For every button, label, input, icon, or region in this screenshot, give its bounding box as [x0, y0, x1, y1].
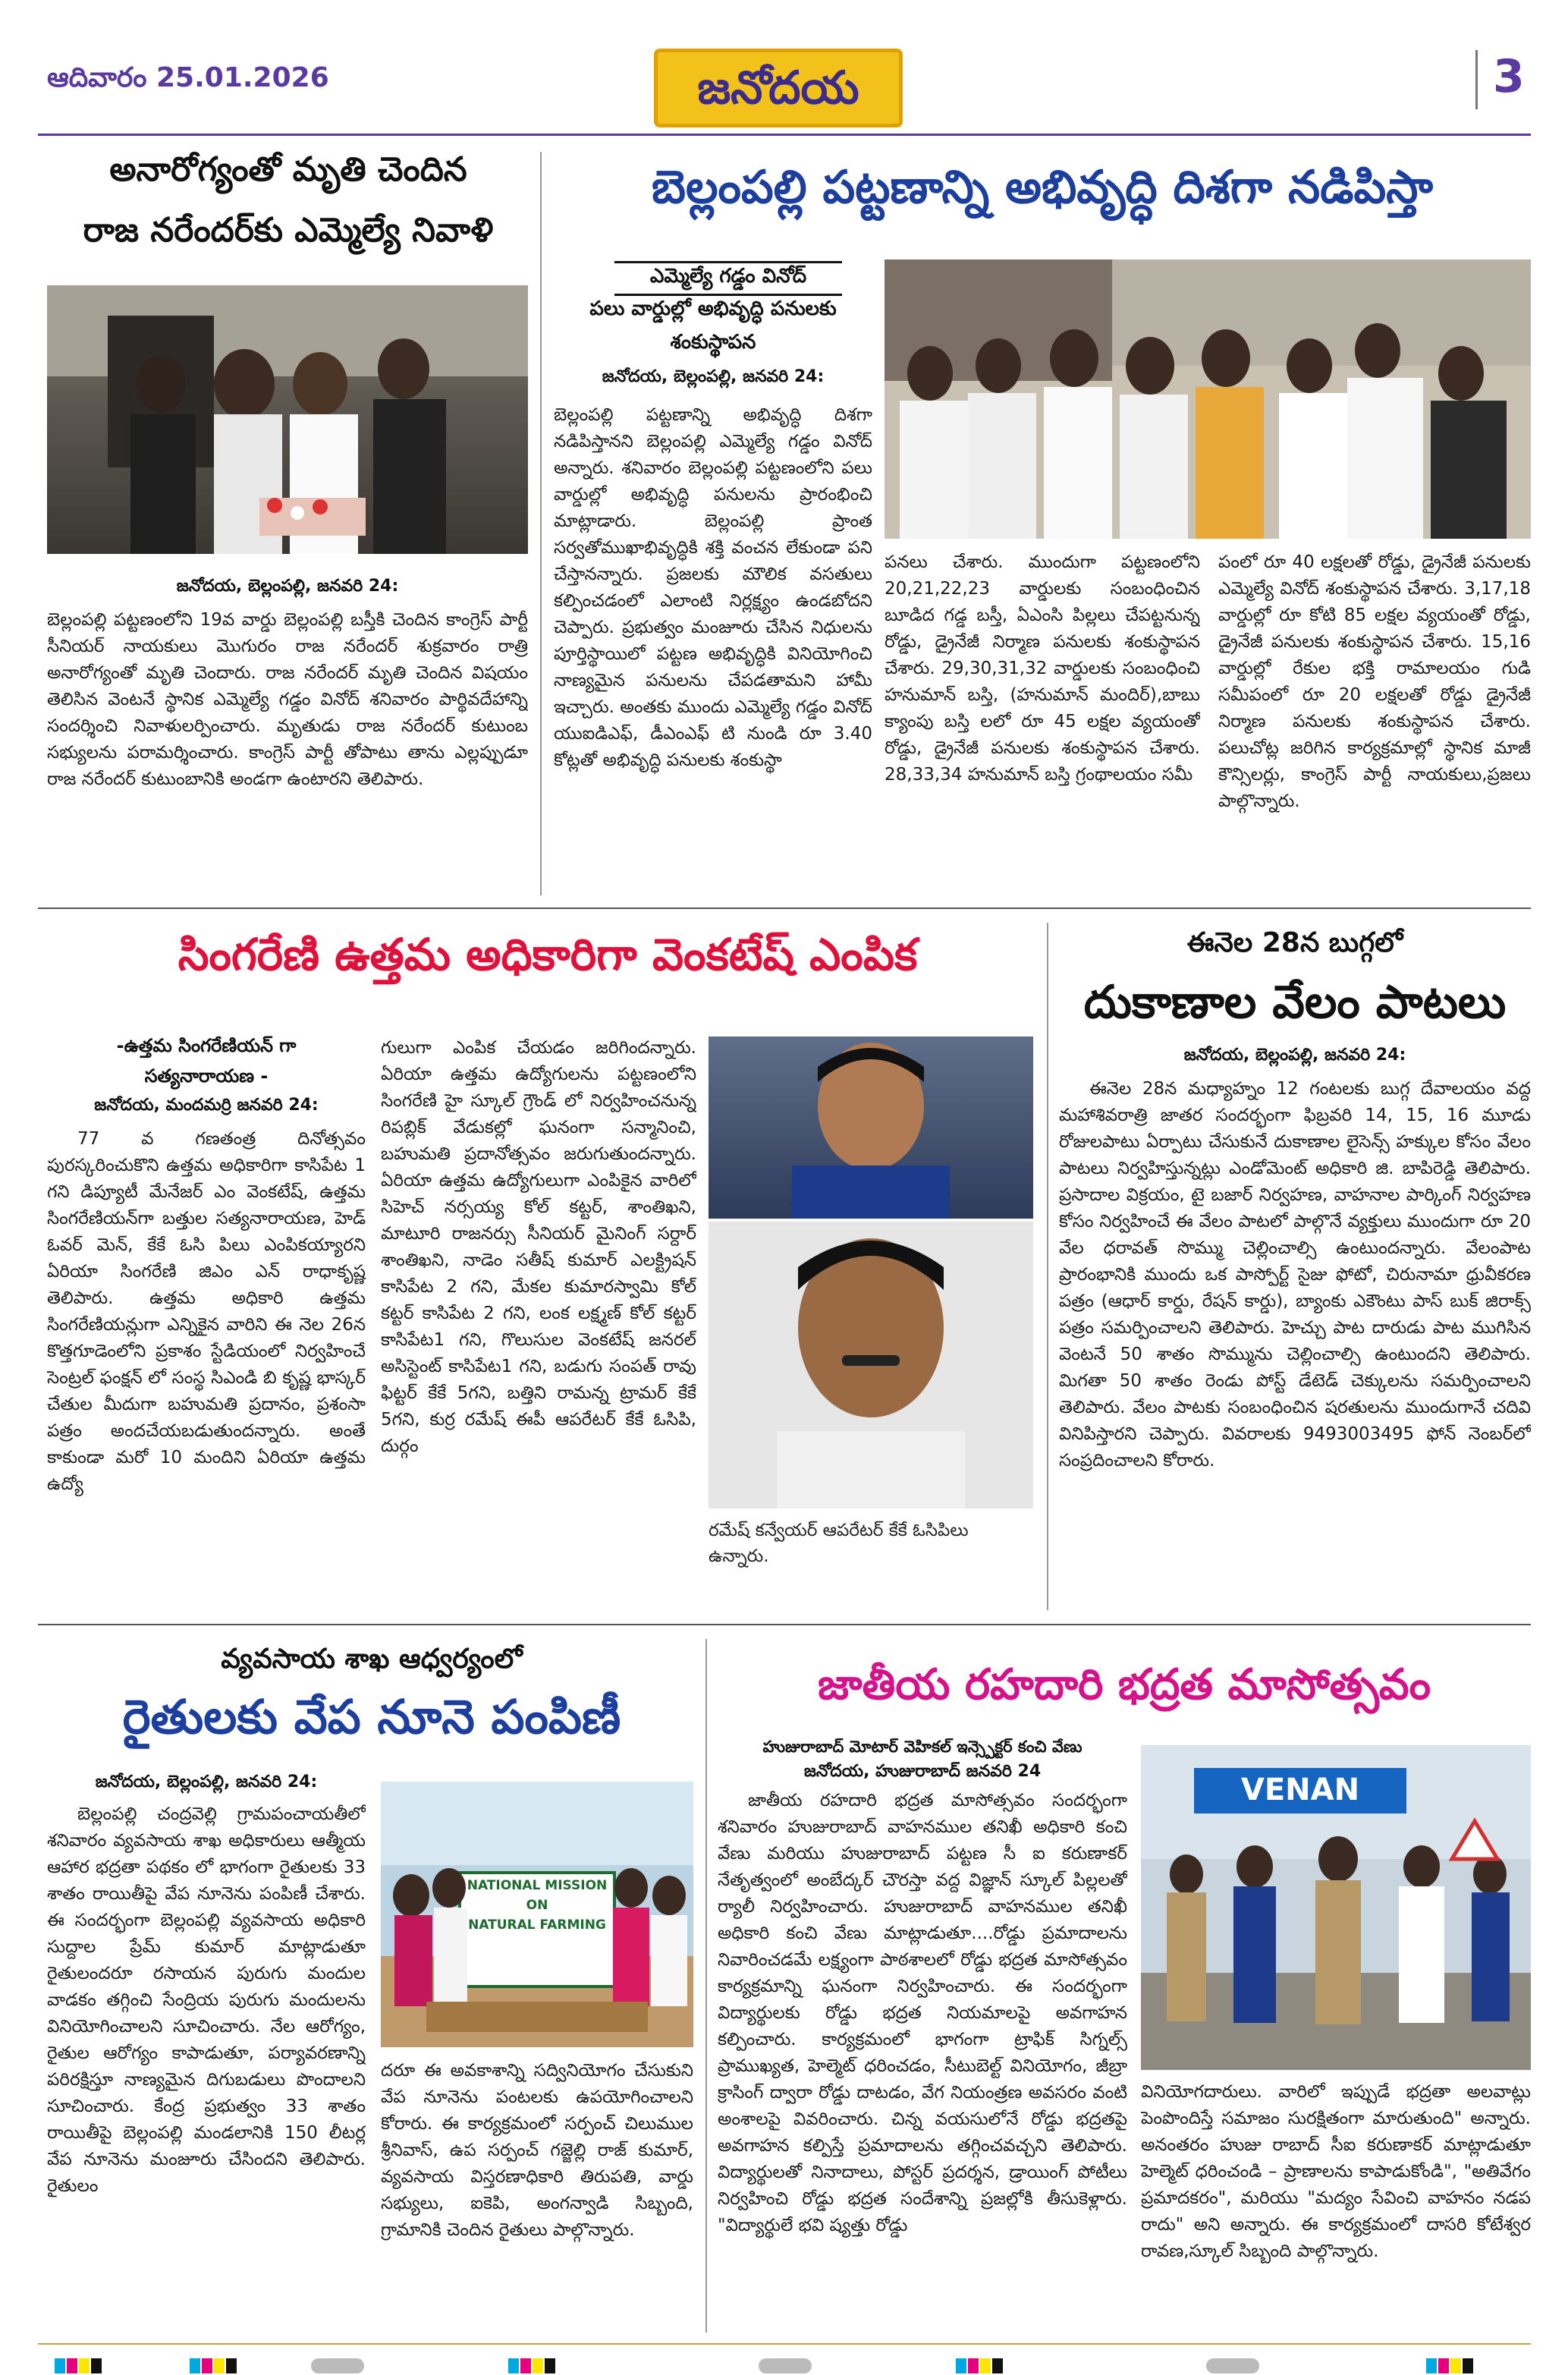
reg-y2	[214, 2358, 225, 2373]
reg-k2	[226, 2358, 237, 2373]
story5-banner-l1: NATIONAL MISSION	[467, 1878, 608, 1893]
story3-col1: 77 వ గణతంత్ర దినోత్సవం పురస్కరించుకొని ఉత్తమ అధికారిగా కాసిపేట 1 గని డిప్యూటీ మేనేజర్ ఎం వెంకటేష్, ఉత్తమ సింగరేణియన్‌గా బత్తుల సత్యనారాయణ, హెడ్ ఓవర్ మెన్, కేకే ఓసి పిలు ఎంపికయ్యారని ఏరియా సింగరేణి జిఎం ఎన్ రాధాకృష్ణ తెలిపారు. ఉత్తమ అధికారి ఉత్తమ సింగరేణియన్లుగా ఎన్నికైన వారిని ఈ నెల 26న కొత్తగూడెంలోని ప్రకాశం స్టేడియంలో నిర్వహించే సెంట్రల్ ఫంక్షన్ లో సంస్థ సిఎండి బి కృష్ణ భాస్కర్ చేతుల మీదుగా బహుమతి ప్రదానం, ప్రశంసా పత్రం అందచేయబడుతుందన్నారు. అంతే కాకుండా మరో 10 మందిని ఏరియా ఉత్తమ ఉద్యో	[47, 1129, 366, 1494]
story3-dateline: జనోదయ, మందమర్రి జనవరి 24:	[94, 1096, 319, 1115]
story1-photo-scene	[47, 285, 528, 554]
footer-rule	[38, 2343, 1531, 2345]
story1-dateline: జనోదయ, బెల్లంపల్లి, జనవరి 24:	[176, 577, 399, 596]
story2-kicker2: పలు వార్డుల్లో అభివృద్ధి పనులకు	[589, 297, 837, 320]
reg-k4	[992, 2358, 1003, 2373]
col-divider-2	[1047, 923, 1048, 1610]
story5-banner-l2: ON	[526, 1898, 548, 1913]
reg-gray3	[1206, 2358, 1259, 2373]
reg-gray1	[311, 2358, 364, 2373]
header-date: ఆదివారం 25.01.2026	[47, 62, 329, 93]
reg-c5	[1426, 2358, 1437, 2373]
story6-col1: జాతీయ రహదారి భద్రత మాసోత్సవం సందర్భంగా శనివారం హుజురాబాద్ వాహనముల తనిఖీ అధికారి కంచి వేణు మరియు హుజురాబాద్ పట్టణ సీ ఐ కరుణాకర్ నేతృత్వంలో అంబేద్కర్ చౌరస్తా వద్ద విజ్ఞాన్ స్కూల్ పిల్లలతో ర్యాలీ నిర్వహించారు. హుజురాబాద్ వాహనముల తనిఖీ అధికారి కంచి వేణు మాట్లాడుతూ....రోడ్డు ప్రమాదాలను నివారించడమే లక్ష్యంగా పాఠశాలలో రోడ్డు భద్రత మాసోత్సవం కార్యక్రమాన్ని ఘనంగా నిర్వహించారు. ఈ సందర్భంగా విద్యార్థులకు రోడ్డు భద్రత నియమాలపై అవగాహన కల్పించారు. కార్యక్రమంలో భాగంగా ట్రాఫిక్ సిగ్నల్స్ ప్రాముఖ్యత, హెల్మెట్ ధరించడం, సీటుబెల్ట్ వినియోగం, జీబ్రా క్రాసింగ్ ద్వారా రోడ్డు దాటడం, వేగ నియంత్రణ అవసరం వంటి అంశాలపై వివరించారు. చిన్న వయసులోనే రోడ్డు భద్రతపై అవగాహన కల్పిస్తే ప్రమాదాలను తగ్గించవచ్చని తెలిపారు. విద్యార్థులతో నినాదాలు, పోస్టర్ ప్రదర్శన, డ్రాయింగ్ పోటీలు నిర్వహించి రోడ్డు భద్రత సందేశాన్ని ప్రజల్లోకి తీసుకెళ్లారు. "విద్యార్థులే భవి ష్యత్తు రోడ్డు	[718, 1791, 1127, 2235]
story5-kicker: వ్యవసాయ శాఖ ఆధ్వర్యంలో	[221, 1644, 523, 1675]
rule-1	[38, 908, 1531, 909]
story3-photo-bottom	[709, 1222, 1033, 1508]
story3-portrait-1	[709, 1037, 1033, 1219]
reg-k1	[91, 2358, 102, 2373]
story2-kicker3: శంకుస్థాపన	[670, 331, 756, 354]
reg-y5	[1450, 2358, 1461, 2373]
reg-c2	[190, 2358, 200, 2373]
reg-m5	[1438, 2358, 1449, 2373]
story4-headline: దుకాణాల వేలం పాటలు	[1083, 976, 1507, 1029]
story6-headline: జాతీయ రహదారి భద్రత మాసోత్సవం	[817, 1660, 1431, 1710]
reg-m4	[968, 2358, 979, 2373]
story2-kicker1: ఎమ్మెల్యే గడ్డం వినోద్	[614, 261, 842, 296]
page-number: 3	[1493, 50, 1525, 103]
masthead-title: జనోదయ	[697, 61, 859, 115]
registration-marks	[0, 2358, 1568, 2375]
reg-k3	[545, 2358, 555, 2373]
story5-banner	[460, 1876, 614, 1935]
header-rule	[38, 134, 1531, 136]
story6-byline1: హుజురాబాద్ మోటార్ వెహికల్ ఇన్స్పెక్టర్ కంచి వేణు	[762, 1738, 1083, 1756]
col-divider-3	[705, 1639, 707, 2333]
story3-caption: రమేష్ కన్వేయర్ ఆపరేటర్ కేకే ఓసిపిలు ఉన్నారు.	[709, 1521, 969, 1566]
story3-col2: గులుగా ఎంపిక చేయడం జరిగిందన్నారు. ఏరియా ఉత్తమ ఉద్యోగులను పట్టణంలోని సింగరేణి హై స్కూల్ గ్రౌండ్ లో నిర్వహించనున్న రిపబ్లిక్ వేడుకల్లో ఘనంగా సన్మానించి, బహుమతి ప్రదానోత్సవం జరుగుతుందన్నారు. ఏరియా ఉత్తమ ఉద్యోగులుగా ఎంపికైన వారిలో సిహెచ్ నర్సయ్య కోల్ కట్టర్, శాంతిఖని, మాటూరి రాజనర్సు సీనియర్ మైనింగ్ సర్దార్ శాంతిఖని, నాడెం సతీష్ కుమార్ ఎలక్ట్రిషన్ కాసిపేట 2 గని, మేకల కుమారస్వామి కోల్ కట్టర్ కాసిపేట 2 గని, లంక లక్ష్మణ్ కోల్ కట్టర్ కాసిపేట1 గని, గొలుసుల వెంకటేష్ జనరల్ అసిస్టెంట్ కాసిపేట1 గని, బడుగు సంపత్ రావు ఫిట్టర్ కేకే 5గని, బత్తిని రామన్న ట్రామర్ కేకే 5గని, కుర్ర రమేష్ ఈపీ ఆపరేటర్ కేకే ఓసిపి, దుర్గం	[381, 1038, 696, 1456]
story6-photo	[1141, 1745, 1531, 2070]
story3-headline: సింగరేణి ఉత్తమ అధికారిగా వెంకటేష్ ఎంపిక	[178, 929, 918, 980]
reg-y1	[79, 2358, 90, 2373]
story5-banner-l3: NATURAL FARMING	[468, 1917, 606, 1933]
story5-col2: దరూ ఈ అవకాశాన్ని సద్వినియోగం చేసుకుని వేప నూనెను పంటలకు ఉపయోగించాలని కోరారు. ఈ కార్యక్రమంలో సర్పంచ్ చిలుముల శ్రీనివాస్, ఉప సర్పంచ్ గజ్జెల్లి రాజ్ కుమార్, వ్యవసాయ విస్తరణాధికారి తిరుపతి, వార్డు సభ్యులు, ఐకెపి, అంగన్వాడి సిబ్బంది, గ్రామానికి చెందిన రైతులు పాల్గొన్నారు.	[381, 2061, 693, 2240]
story2-dateline: జనోదయ, బెల్లంపల్లి, జనవరి 24:	[602, 367, 825, 386]
reg-gray2	[759, 2358, 812, 2373]
header-divider	[1475, 50, 1478, 109]
story3-portrait-2	[709, 1222, 1033, 1508]
story2-col3: పంలో రూ 40 లక్షలతో రోడ్డు, డ్రైనేజీ పనులకు ఎమ్మెల్యే వినోద్ శంకుస్థాపన చేశారు. 3,17,18 వార్డుల్లో రూ కోటి 85 లక్షల వ్యయంతో రోడ్డు, డ్రైనేజీ పనులకు శంకుస్థాపన చేశారు. 15,16 వార్డుల్లో రేకుల భక్తి రామాలయం గుడి సమీపంలో రూ 20 లక్షలతో రోడ్డు డ్రైనేజీ నిర్మాణ పనులకు శంకుస్థాపన చేశారు. పలుచోట్ల జరిగిన కార్యక్రమాల్లో స్థానిక మాజీ కౌన్సిలర్లు, కాంగ్రెస్ పార్టీ నాయకులు,ప్రజలు పాల్గొన్నారు.	[1218, 552, 1531, 811]
story2-headline: బెల్లంపల్లి పట్టణాన్ని అభివృద్ధి దిశగా నడిపిస్తా	[652, 161, 1433, 214]
reg-m3	[520, 2358, 531, 2373]
story1-body: బెల్లంపల్లి పట్టణంలోని 19వ వార్డు బెల్లంపల్లి బస్తీకి చెందిన కాంగ్రెస్ పార్టీ సీనియర్ నాయకులు మొగురం రాజ నరేందర్ శుక్రవారం రాత్రి అనారోగ్యంతో మృతి చెందారు. రాజ నరేందర్ మృతి చెందిన విషయం తెలిసిన వెంటనే స్థానిక ఎమ్మెల్యే గడ్డం వినోద్ శనివారం పార్థివదేహాన్ని సందర్శించి నివాళులర్పించారు. మృతుడు రాజ నరేందర్ కుటుంబ సభ్యులను పరామర్శించారు. కాంగ్రెస్ పార్టీ తోపాటు తాను ఎల్లప్పుడూ రాజ నరేందర్ కుటుంబానికి అండగా ఉంటారని తెలిపారు.	[47, 610, 528, 789]
story6-banner-text: VENAN	[1240, 1773, 1360, 1807]
reg-m2	[202, 2358, 212, 2373]
story6-col2: వినియోగదారులు. వారిలో ఇప్పుడే భద్రతా అలవాట్లు పెంపొందిస్తే సమాజం సురక్షితంగా మారుతుంది" అన్నారు. అనంతరం హుజు రాబాద్ సీఐ కరుణాకర్ మాట్లాడుతూ హెల్మెట్ ధరించండి – ప్రాణాలను కాపాడుకోండి", "అతివేగం ప్రమాదకరం", మరియు "మద్యం సేవించి వాహనం నడప రాదు" అని అన్నారు. ఈ కార్యక్రమంలో దాసరి కోటేశ్వర రావణ,స్కూల్ సిబ్బంది పాల్గొన్నారు.	[1141, 2082, 1531, 2261]
reg-m1	[67, 2358, 77, 2373]
story5-dateline: జనోదయ, బెల్లంపల్లి, జనవరి 24:	[95, 1773, 318, 1791]
story6-byline2: జనోదయ, హుజురాబాద్ జనవరి 24	[803, 1762, 1042, 1781]
story2-col1: బెల్లంపల్లి పట్టణాన్ని అభివృద్ధి దిశగా నడిపిస్తానని బెల్లంపల్లి ఎమ్మెల్యే గడ్డం వినోద్ అన్నారు. శనివారం బెల్లంపల్లి పట్టణంలోని పలు వార్డుల్లో అభివృద్ధి పనులను ప్రారంభించి మాట్లాడారు. బెల్లంపల్లి ప్రాంత సర్వతోముఖాభివృద్ధికి శక్తి వంచన లేకుండా పని చేస్తానన్నారు. ప్రజలకు మౌలిక వసతులు కల్పించడంలో ఎలాంటి నిర్లక్ష్యం ఉండబోదని చెప్పారు. ప్రభుత్వం మంజూరు చేసిన నిధులను పూర్తిస్థాయిలో పట్టణ అభివృద్ధికి వినియోగించి నాణ్యమైన పనులను చేపడతామని హామీ ఇచ్చారు. అంతకు ముందు ఎమ్మెల్యే గడ్డం వినోద్ యుఐడిఎఫ్, డీఎంఎఫ్ టి నుండి రూ 3.40 కోట్లతో అభివృద్ధి పనులకు శంకుస్థా	[554, 405, 872, 770]
story4-kicker: ఈనెల 28న బుగ్గలో	[1186, 927, 1403, 958]
reg-y4	[980, 2358, 991, 2373]
story2-photo-scene	[885, 260, 1531, 539]
story3-kicker1: -ఉత్తమ సింగరేణియన్ గా	[116, 1035, 297, 1056]
story1-headline-l1: అనారోగ్యంతో మృతి చెందిన	[109, 150, 467, 189]
rule-2	[38, 1624, 1531, 1625]
story5-col1: బెల్లంపల్లి చంద్రవెల్లి గ్రామపంచాయతీలో శనివారం వ్యవసాయ శాఖ అధికారులు ఆత్మీయ ఆహార భద్రతా పథకం లో భాగంగా రైతులకు 33 శాతం రాయితీపై వేప నూనెను పంపిణీ చేశారు. ఈ సందర్భంగా బెల్లంపల్లి వ్యవసాయ అధికారి సుద్దాల ప్రేమ్ కుమార్ మాట్లాడుతూ రైతులందరూ రసాయన పురుగు మందుల వాడకం తగ్గించి సేంద్రియ పురుగు మందులను వినియోగించాలని సూచించారు. నేల ఆరోగ్యం, రైతుల ఆరోగ్యం కాపాడుతూ, పర్యావరణాన్ని పరిరక్షిస్తూ నాణ్యమైన దిగుబడులు పొందాలని సూచించారు. కేంద్ర ప్రభుత్వం 33 శాతం రాయితీపై బెల్లంపల్లి మండలానికి 150 లీటర్ల వేప నూనెను మంజూరు చేసిందని తెలిపారు. రైతులం	[47, 1804, 366, 2196]
story3-kicker2: సత్యనారాయణ -	[144, 1065, 269, 1087]
story3-photo-top	[709, 1037, 1033, 1219]
reg-c1	[55, 2358, 65, 2373]
story5-headline: రైతులకు వేప నూనె పంపిణీ	[122, 1689, 621, 1744]
reg-y3	[533, 2358, 543, 2373]
reg-c3	[508, 2358, 519, 2373]
reg-c4	[956, 2358, 966, 2373]
story1-headline-l2: రాజ నరేందర్‌కు ఎమ్మెల్యే నివాళి	[83, 211, 494, 250]
reg-k5	[1463, 2358, 1473, 2373]
story4-dateline: జనోదయ, బెల్లంపల్లి, జనవరి 24:	[1183, 1046, 1406, 1065]
story1-photo	[47, 285, 528, 554]
story2-photo	[885, 260, 1531, 539]
story4-body: ఈనెల 28న మధ్యాహ్నం 12 గంటలకు బుగ్గ దేవాలయం వద్ద మహాశివరాత్రి జాతర సందర్భంగా ఫిబ్రవరి 14, 15, 16 మూడు రోజులపాటు ఏర్పాటు చేసుకునే దుకాణాల లైసెన్స్ హక్కుల కోసం వేలం పాటలు నిర్వహిస్తున్నట్లు ఎండోమెంట్ అధికారి జి. బాపిరెడ్డి తెలిపారు. ప్రసాదాల విక్రయం, టై బజార్ నిర్వహణ, వాహనాల పార్కింగ్ నిర్వహణ కోసం నిర్వహించే ఈ వేలం పాటలో పాల్గొనే వ్యక్తులు ముందుగా రూ 20 వేల ధరావత్ సొమ్ము చెల్లించాల్సి ఉంటుందన్నారు. వేలంపాట ప్రారంభానికి ముందు ఒక పాస్పోర్ట్ సైజు ఫోటో, చిరునామా ధ్రువీకరణ పత్రం (ఆధార్ కార్డు, రేషన్ కార్డు), బ్యాంకు ఎకౌంటు పాస్ బుక్ జిరాక్స్ పత్రం సమర్పించాలని తెలిపారు. హెచ్చు పాట దారుడు పాట ముగిసిన వెంటనే 50 శాతం సొమ్మును చెల్లించాల్సి ఉంటుందని తెలిపారు. మిగతా 50 శాతం రెండు పోస్ట్ డేటెడ్ చెక్కులను సమర్పించాలని తెలిపారు. వేలం పాటకు సంబంధించిన షరతులను ముందుగానే చదివి వినిపిస్తారని చెప్పారు. వివరాలకు 9493003495 ఫోన్ నెంబర్‌లో సంప్రదించాలని కోరారు.	[1059, 1079, 1531, 1471]
masthead	[654, 49, 903, 127]
story2-col2: పనలు చేశారు. ముందుగా పట్టణంలోని 20,21,22,23 వార్డులకు సంబంధించిన బూడిద గడ్డ బస్తీ, ఏఎంసి పిల్లలు చేపట్టనున్న రోడ్డు, డ్రైనేజీ నిర్మాణ పనులకు శంకుస్థాపన చేశారు. 29,30,31,32 వార్డులకు సంబంధించి హనుమాన్ బస్తి, (హనుమాన్ మందిర్),బాబు క్యాంపు బస్తి లలో రూ 45 లక్షల వ్యయంతో రోడ్డు, డ్రైనేజీ పనులకు శంకుస్థాపన చేశారు. 28,33,34 హనుమాన్ బస్తి గ్రంథాలయం సమీ	[885, 552, 1200, 785]
story5-photo	[381, 1782, 693, 2047]
